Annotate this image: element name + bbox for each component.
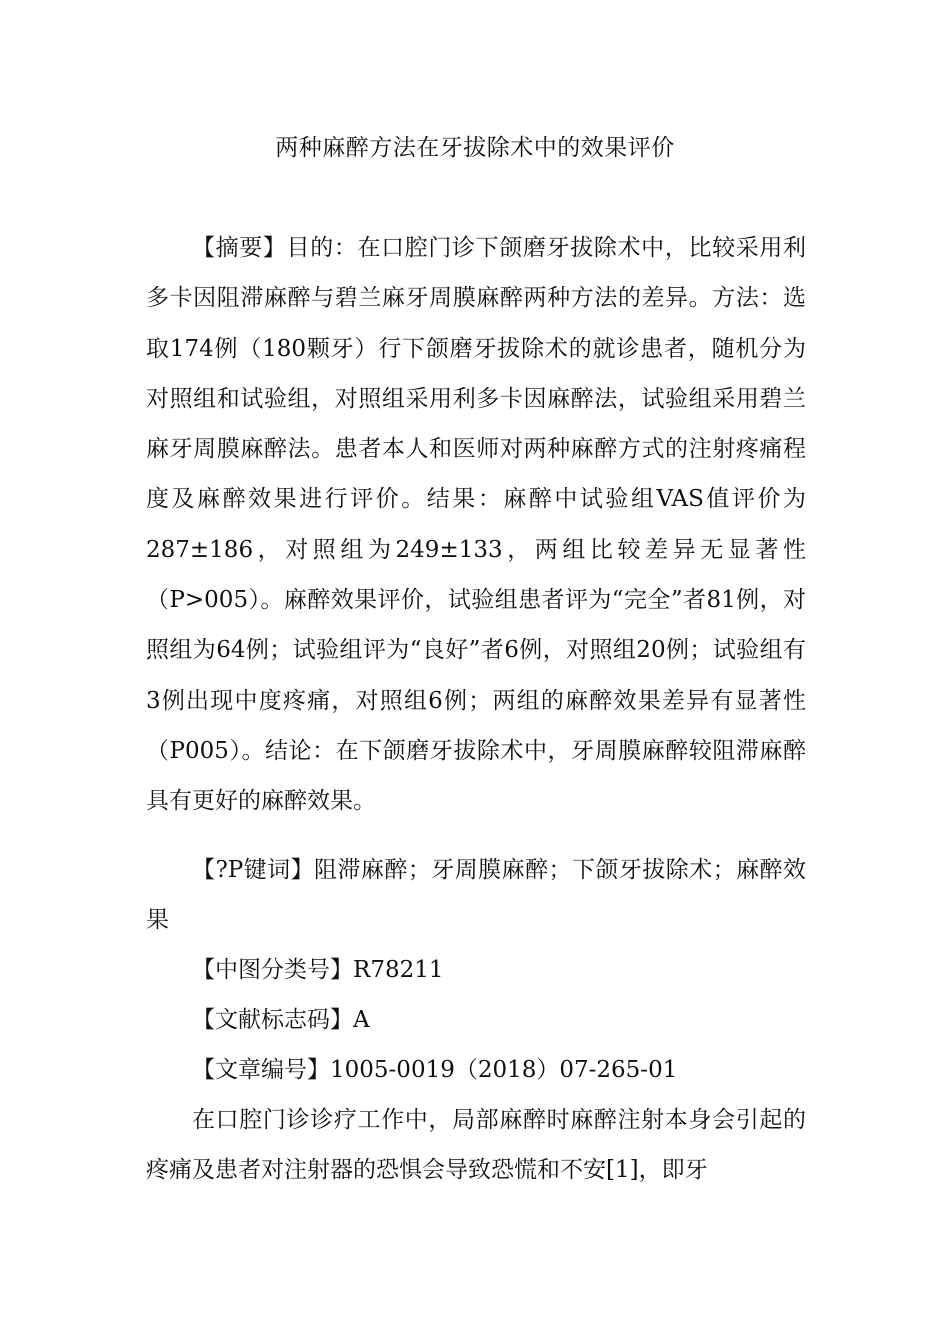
- intro-paragraph: 在口腔门诊诊疗工作中，局部麻醉时麻醉注射本身会引起的疼痛及患者对注射器的恐惧会导致恐慌和不安[1]，即牙: [146, 1107, 806, 1184]
- keywords-paragraph: 【?P键词】阻滞麻醉；牙周膜麻醉；下颌牙拔除术；麻醉效果: [146, 857, 806, 934]
- article-id: 【文章编号】1005-0019（2018）07-265-01: [192, 1057, 678, 1083]
- abstract-paragraph: 【摘要】目的：在口腔门诊下颌磨牙拔除术中，比较采用利多卡因阻滞麻醉与碧兰麻牙周膜麻醉两种方法的差异。方法：选取174例（180颗牙）行下颌磨牙拔除术的就诊患者，随机分为对照组和试验组，对照组采用利多卡因麻醉法，试验组采用碧兰麻牙周膜麻醉法。患者本人和医师对两种麻醉方式的注射疼痛程度及麻醉效果进行评价。结果：麻醉中试验组VAS值评价为287±186，对照组为249±133，两组比较差异无显著性（P>005）。麻醉效果评价，试验组患者评为“完全”者81例，对照组为64例；试验组评为“良好”者6例，对照组20例；试验组有3例出现中度疼痛，对照组6例；两组的麻醉效果差异有显著性（P005）。结论：在下颌磨牙拔除术中，牙周膜麻醉较阻滞麻醉具有更好的麻醉效果。: [146, 235, 806, 815]
- document-code: 【文献标志码】A: [192, 1007, 370, 1033]
- clc-number: 【中图分类号】R78211: [192, 957, 444, 983]
- document-title: 两种麻醉方法在牙拔除术中的效果评价: [275, 135, 675, 161]
